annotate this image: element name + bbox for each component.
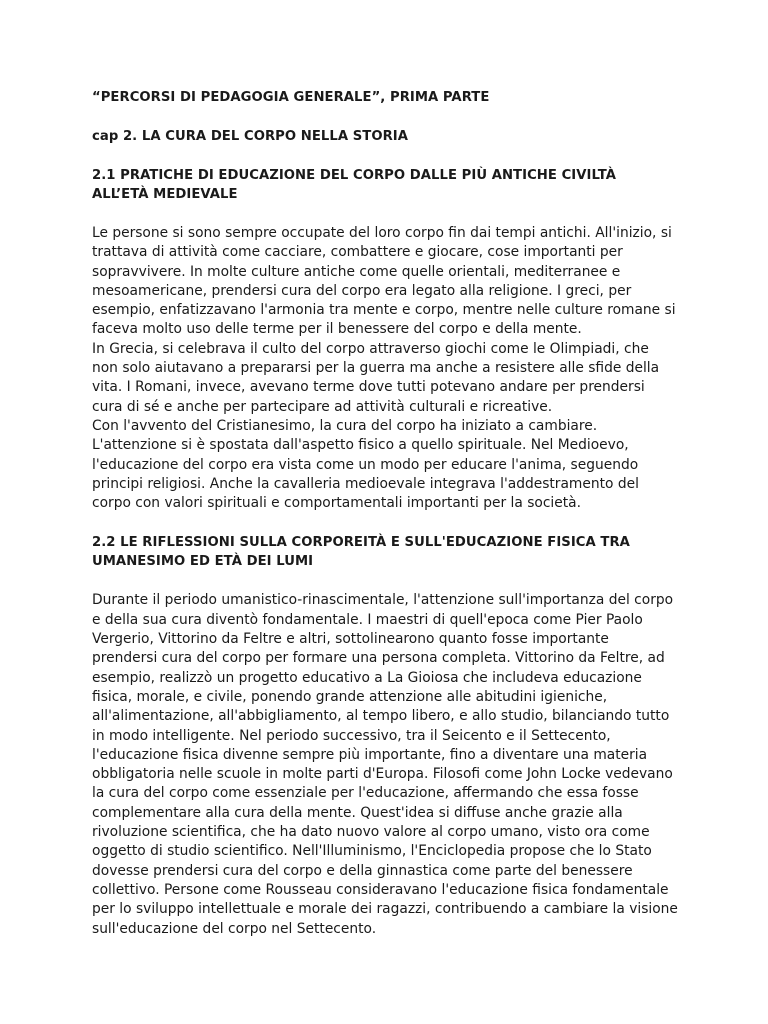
section-2-1-heading: 2.1 PRATICHE DI EDUCAZIONE DEL CORPO DALLE PIÙ ANTICHE CIVILTÀ ALL’ETÀ MEDIEVALE <box>92 168 617 202</box>
section-2-1-body: Le persone si sono sempre occupate del loro corpo fin dai tempi antichi. All'inizio, si trattava di attività come cacciare, combattere e giocare, cose importanti per sopravvivere. In molte culture antiche come quelle orientali, mediterranee e mesoamericane, prendersi cura del corpo era legato alla religione. I greci, per esempio, enfatizzavano l'armonia tra mente e corpo, mentre nelle culture romane si faceva molto uso delle terme per il benessere del corpo e della mente. In Grecia, si celebrava il culto del corpo attraverso giochi come le Olimpiadi, che non solo aiutavano a prepararsi per la guerra ma anche a resistere alle sfide della vita. I Romani, invece, avevano terme dove tutti potevano andare per prendersi cura di sé e anche per partecipare ad attività culturali e ricreative. Con l'avvento del Cristianesimo, la cura del corpo ha iniziato a cambiare. L'attenzione si è spostata dall'aspetto fisico a quello spirituale. Nel Medioevo, l'educazione del corpo era vista come un modo per educare l'anima, seguendo principi religiosi. Anche la cavalleria medioevale integrava l'addestramento del corpo con valori spirituali e comportamentali importanti per la società. <box>92 225 676 512</box>
section-2-2-body: Durante il periodo umanistico-rinascimentale, l'attenzione sull'importanza del corpo e della sua cura diventò fondamentale. I maestri di quell'epoca come Pier Paolo Vergerio, Vittorino da Feltre e altri, sottolinearono quanto fosse importante prendersi cura del corpo per formare una persona completa. Vittorino da Feltre, ad esempio, realizzò un progetto educativo a La Gioiosa che includeva educazione fisica, morale, e civile, ponendo grande attenzione alle abitudini igieniche, all'alimentazione, all'abbigliamento, al tempo libero, e allo studio, bilanciando tutto in modo intelligente. Nel periodo successivo, tra il Seicento e il Settecento, l'educazione fisica divenne sempre più importante, fino a diventare una materia obbligatoria nelle scuole in molte parti d'Europa. Filosofi come John Locke vedevano la cura del corpo come essenziale per l'educazione, affermando che essa fosse complementare alla cura della mente. Quest'idea si diffuse anche grazie alla rivoluzione scientifica, che ha dato nuovo valore al corpo umano, visto ora come oggetto di studio scientifico. Nell'Illuminismo, l'Enciclopedia propose che lo Stato dovesse prendersi cura del corpo e della ginnastica come parte del benessere collettivo. Persone come Rousseau consideravano l'educazione fisica fondamentale per lo sviluppo intellettuale e morale dei ragazzi, contribuendo a cambiare la visione sull'educazione del corpo nel Settecento. <box>92 592 678 937</box>
document-title: “PERCORSI DI PEDAGOGIA GENERALE”, PRIMA PARTE <box>92 90 490 105</box>
section-2-2-heading: 2.2 LE RIFLESSIONI SULLA CORPOREITÀ E SULL'EDUCAZIONE FISICA TRA UMANESIMO ED ETÀ DEI LUMI <box>92 535 630 570</box>
document-page <box>92 88 682 939</box>
chapter-heading: cap 2. LA CURA DEL CORPO NELLA STORIA <box>92 129 408 144</box>
